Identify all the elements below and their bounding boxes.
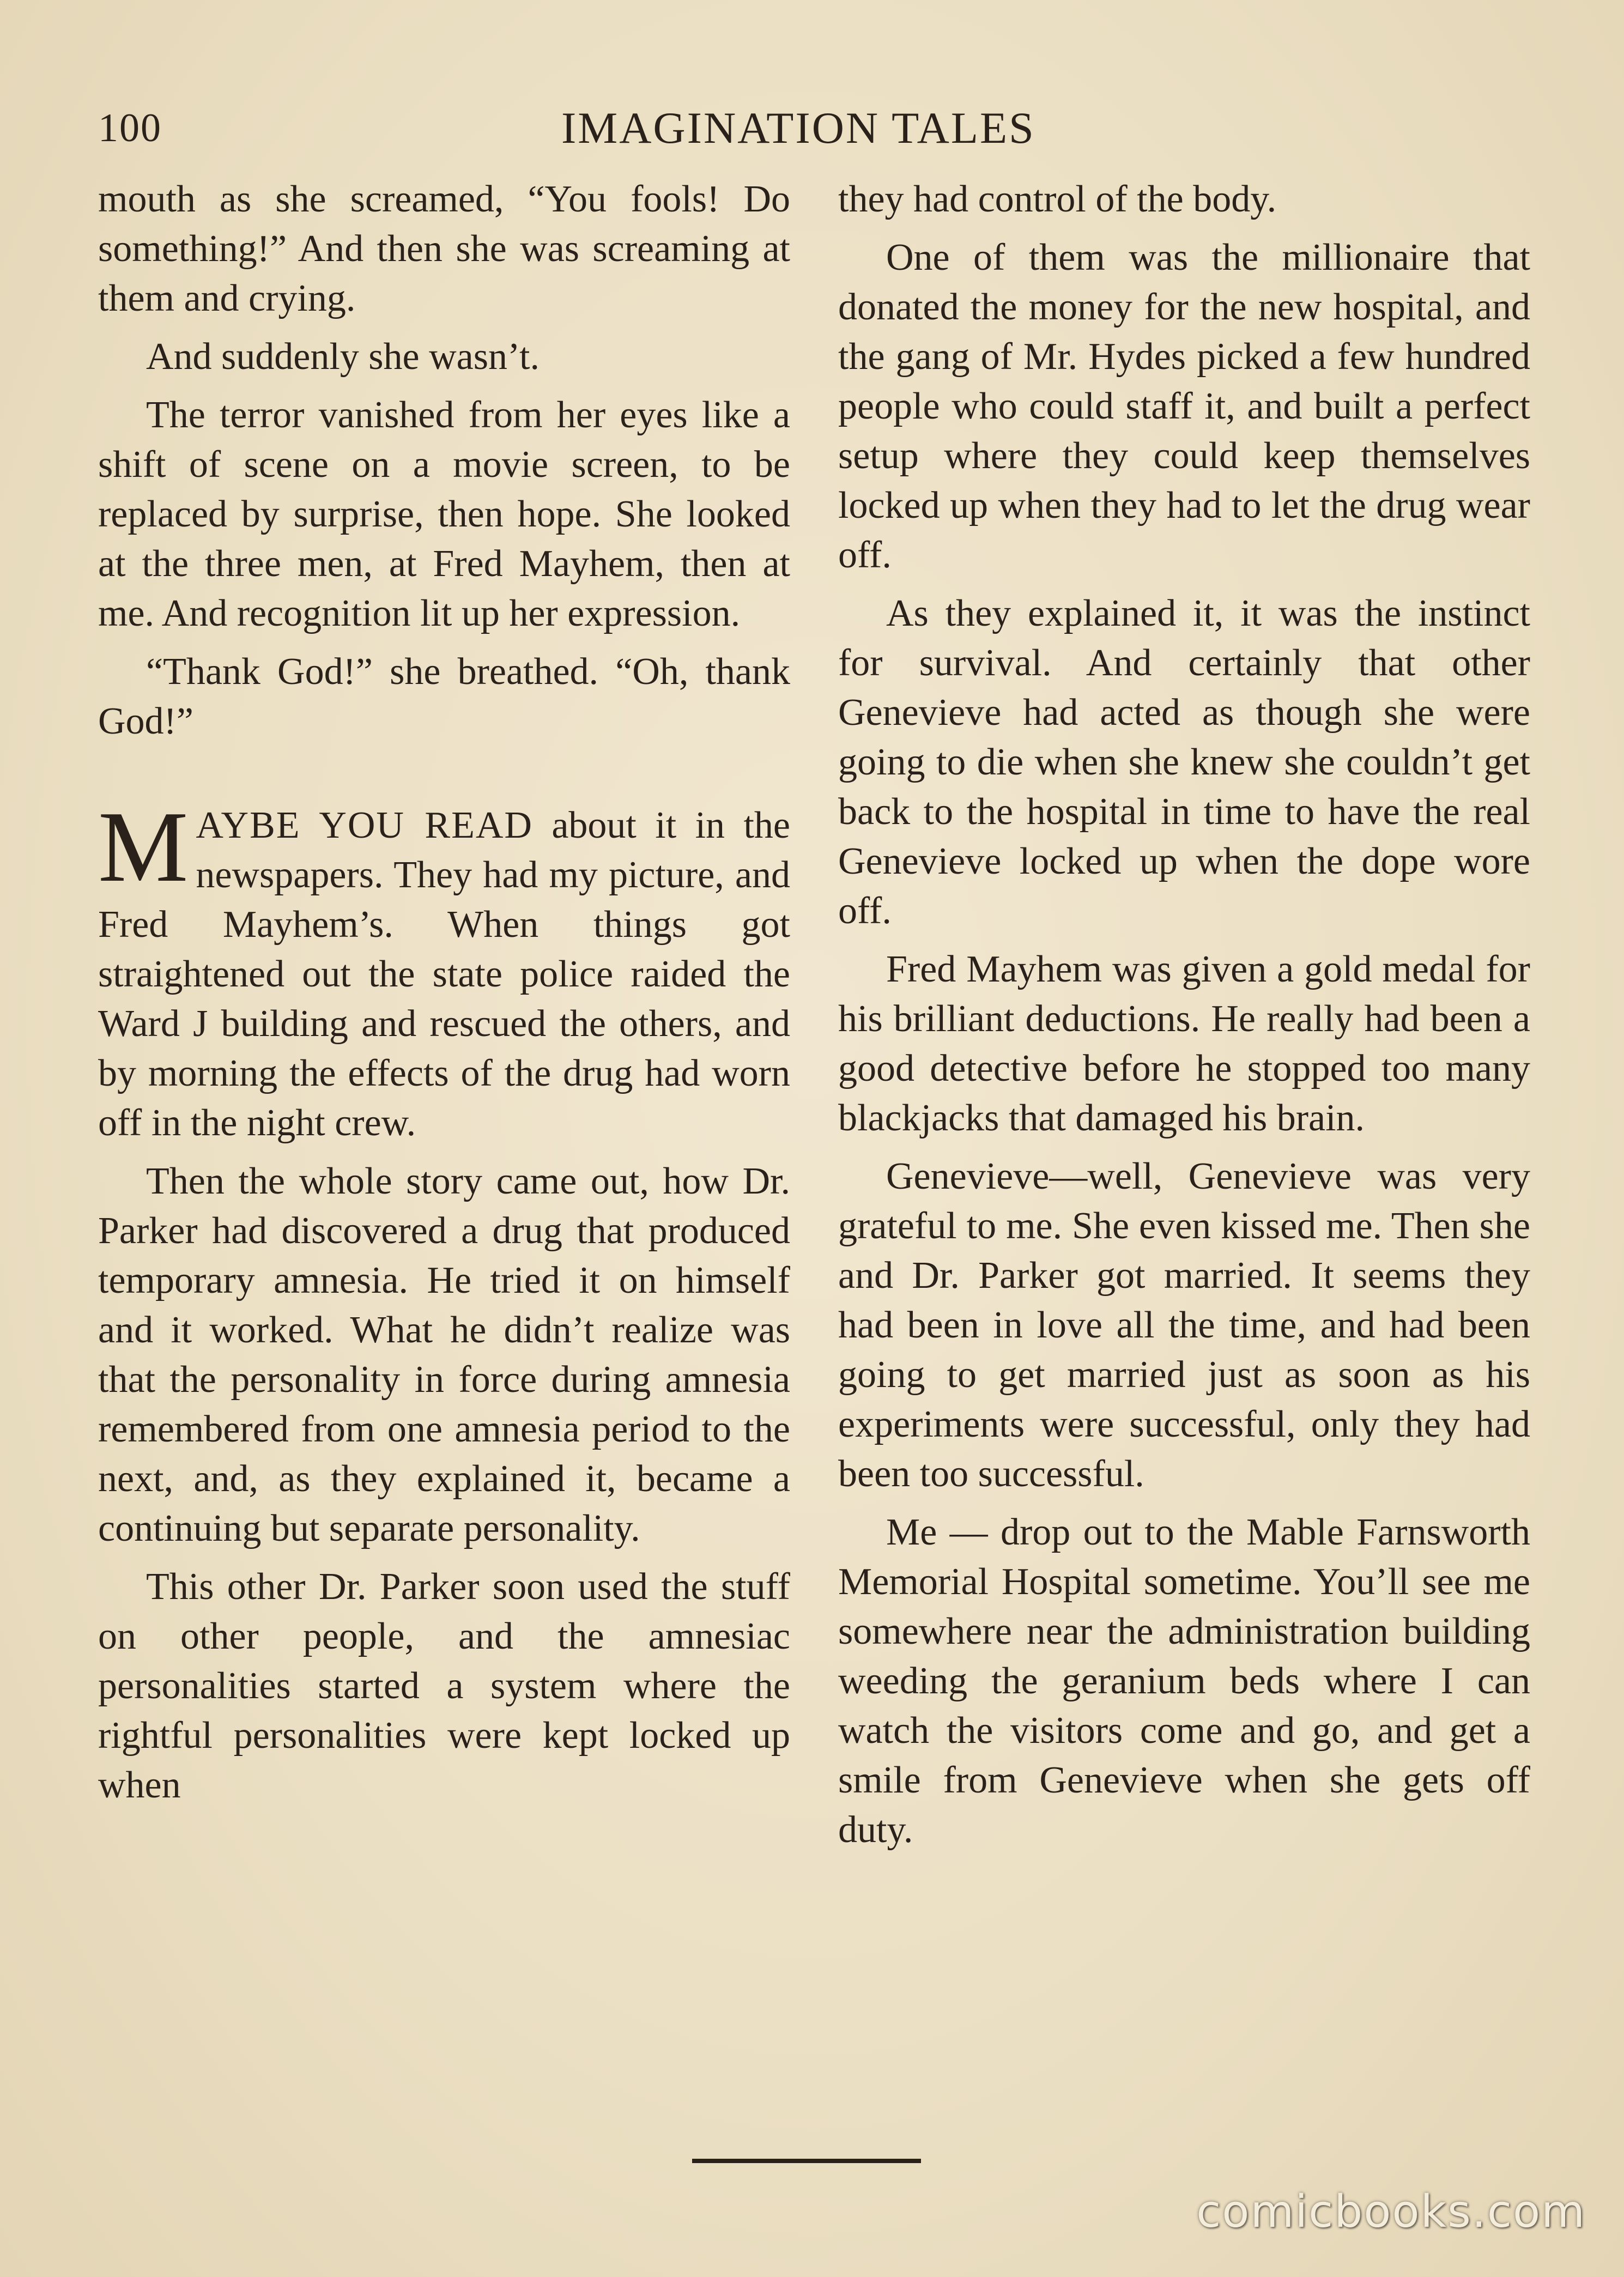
- paragraph: Then the whole story came out, how Dr. Parker had discovered a drug that produced temporary amnesia. He tried it on himself and it worked. What he didn’t realize was that the personality in force during amnesia remembered from one amnesia period to the next, and, as they explained it, became a continuing but separate personality.: [98, 1160, 790, 1549]
- paragraph: As they explained it, it was the instinct for survival. And certainly that other Genevieve had acted as though she were going to die when she knew she couldn’t get back to the hospital in time to have the real Genevieve locked up when the dope wore off.: [838, 592, 1530, 932]
- watermark: comicbooks.com: [1196, 2186, 1586, 2238]
- end-of-story-rule: [692, 2159, 921, 2163]
- paragraph: Me — drop out to the Mable Farnsworth Memorial Hospital sometime. You’ll see me somewhere near the administration building weeding the geranium beds where I can watch the visitors come and go, and get a smile from Genevieve when she gets off duty.: [838, 1511, 1530, 1851]
- paragraph: One of them was the millionaire that donated the money for the new hospital, and the gang of Mr. Hydes picked a few hundred people who could staff it, and built a perfect setup where they could keep themselves locked up when they had to let the drug wear off.: [838, 237, 1530, 576]
- paragraph: And suddenly she wasn’t.: [146, 336, 540, 378]
- section-opening-paragraph: [98, 791, 790, 1148]
- paragraph: “Thank God!” she breathed. “Oh, thank God!”: [98, 651, 790, 742]
- running-title: IMAGINATION TALES: [561, 103, 1035, 153]
- paragraph: This other Dr. Parker soon used the stuff on other people, and the amnesiac personalities started a system where the rightful personalities were kept locked up when: [98, 1566, 790, 1806]
- paragraph: mouth as she screamed, “You fools! Do something!” And then she was screaming at them and crying.: [98, 178, 790, 319]
- drop-cap: M: [98, 791, 189, 903]
- left-column: [98, 174, 790, 1819]
- paragraph: they had control of the body.: [838, 178, 1277, 220]
- paragraph: Fred Mayhem was given a gold medal for his brilliant deductions. He really had been a good detective before he stopped too many blackjacks that damaged his brain.: [838, 948, 1530, 1139]
- paragraph: Genevieve—well, Genevieve was very grateful to me. She even kissed me. Then she and Dr. Parker got married. It seems they had been in love all the time, and had been going to get married just as soon as his experiments were successful, only they had been too successful.: [838, 1155, 1530, 1495]
- paragraph-text: about it in the newspapers. They had my picture, and Fred Mayhem’s. When things got straightened out the state police raided the Ward J building and rescued the others, and by morning the effects of the drug had worn off in the night crew.: [98, 804, 790, 1144]
- page-number: 100: [98, 106, 162, 150]
- small-caps-lead: AYBE YOU READ: [196, 804, 533, 846]
- paragraph: The terror vanished from her eyes like a shift of scene on a movie screen, to be replaced by surprise, then hope. She looked at the three men, at Fred Mayhem, then at me. And recognition lit up her expression.: [98, 394, 790, 634]
- page-header: [98, 98, 1068, 158]
- right-column: [838, 174, 1530, 1863]
